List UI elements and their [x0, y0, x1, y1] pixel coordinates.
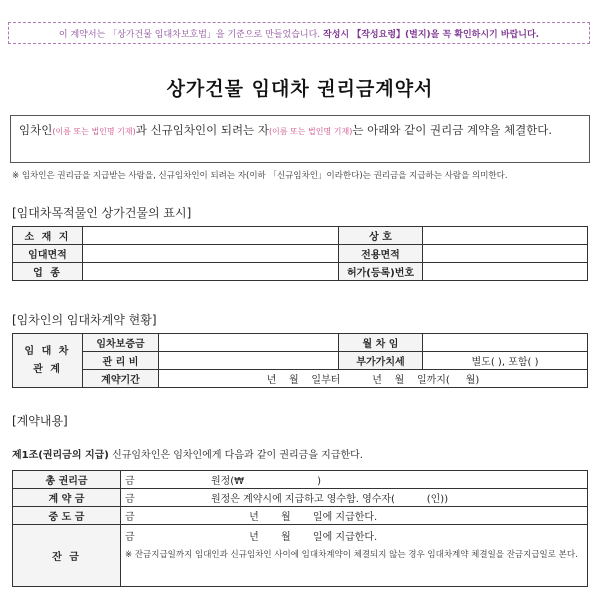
- article-1: [12, 446, 363, 461]
- label-monthly-rent: 월 차 임: [339, 334, 423, 352]
- notice-text: 이 계약서는 「상가건물 임대차보호법」을 기준으로 만들었습니다.: [58, 29, 321, 40]
- field-permit[interactable]: [423, 263, 588, 281]
- intro-small-2: (이름 또는 법인명 기재): [268, 127, 353, 136]
- field-balance[interactable]: 금 년 월 일에 지급한다.: [125, 532, 378, 543]
- intro-box: [10, 115, 590, 163]
- label-permit: 허가(등록)번호: [339, 263, 423, 281]
- section-heading-lease: [임차인의 임대차계약 현황]: [12, 313, 157, 327]
- field-maintenance[interactable]: [159, 352, 339, 370]
- property-table: [12, 226, 588, 281]
- intro-text-3: 는 아래와 같이 권리금 계약을 체결한다.: [352, 123, 553, 137]
- field-lease-area[interactable]: [83, 245, 339, 263]
- label-balance: 잔 금: [13, 525, 121, 587]
- intro-text-1: 임차인: [19, 123, 53, 137]
- label-lease-area: 임대면적: [13, 245, 83, 263]
- label-deposit: 임차보증금: [83, 334, 159, 352]
- label-business: 업 종: [13, 263, 83, 281]
- document-title: 상가건물 임대차 권리금계약서: [166, 78, 434, 100]
- label-down-payment: 계 약 금: [13, 489, 121, 507]
- field-middle-payment[interactable]: 금 년 월 일에 지급한다.: [121, 507, 588, 525]
- balance-cell: [121, 525, 588, 587]
- field-down-payment[interactable]: 금 원정은 계약시에 지급하고 영수함. 영수자( (인)): [121, 489, 588, 507]
- section-heading-property: [임대차목적물인 상가건물의 표시]: [12, 206, 192, 220]
- label-trade-name: 상 호: [339, 227, 423, 245]
- label-period: 계약기간: [83, 370, 159, 388]
- lease-table: [12, 333, 588, 388]
- field-vat[interactable]: 별도( ), 포함( ): [423, 352, 588, 370]
- field-period[interactable]: 년 월 일부터 년 월 일까지( 월): [159, 370, 588, 388]
- label-vat: 부가가치세: [339, 352, 423, 370]
- article-1-title: 제1조(권리금의 지급): [12, 450, 109, 461]
- field-monthly-rent[interactable]: [423, 334, 588, 352]
- label-exclusive-area: 전용면적: [339, 245, 423, 263]
- balance-note: ※ 잔금지급일까지 임대인과 신규임차인 사이에 임대차계약이 체결되지 않는 경우 임대차계약 체결일을 잔금지급일로 본다.: [125, 550, 578, 560]
- label-lease-relation: 임 대 차 관 계: [13, 334, 83, 388]
- field-trade-name[interactable]: [423, 227, 588, 245]
- label-total-premium: 총 권리금: [13, 471, 121, 489]
- field-total-premium[interactable]: 금 원정(₩ ): [121, 471, 588, 489]
- field-business[interactable]: [83, 263, 339, 281]
- definition-note: ※ 임차인은 권리금을 지급받는 사람을, 신규임차인이 되려는 자(이하 「신규임차인」이라한다)는 권리금을 지급하는 사람을 의미한다.: [12, 171, 508, 181]
- label-location: 소 재 지: [13, 227, 83, 245]
- section-heading-contents: [계약내용]: [12, 414, 68, 428]
- notice-bold-text: 작성시 【작성요령】(별지)을 꼭 확인하시기 바랍니다.: [323, 29, 540, 40]
- field-location[interactable]: [83, 227, 339, 245]
- label-middle-payment: 중 도 금: [13, 507, 121, 525]
- intro-text-2: 과 신규임차인이 되려는 자: [135, 123, 269, 137]
- payment-table: [12, 470, 588, 587]
- field-deposit[interactable]: [159, 334, 339, 352]
- label-maintenance: 관 리 비: [83, 352, 159, 370]
- intro-small-1: (이름 또는 법인명 기재): [52, 127, 136, 136]
- field-exclusive-area[interactable]: [423, 245, 588, 263]
- article-1-text: 신규임차인은 임차인에게 다음과 같이 권리금을 지급한다.: [112, 450, 363, 461]
- notice-banner: [8, 22, 590, 44]
